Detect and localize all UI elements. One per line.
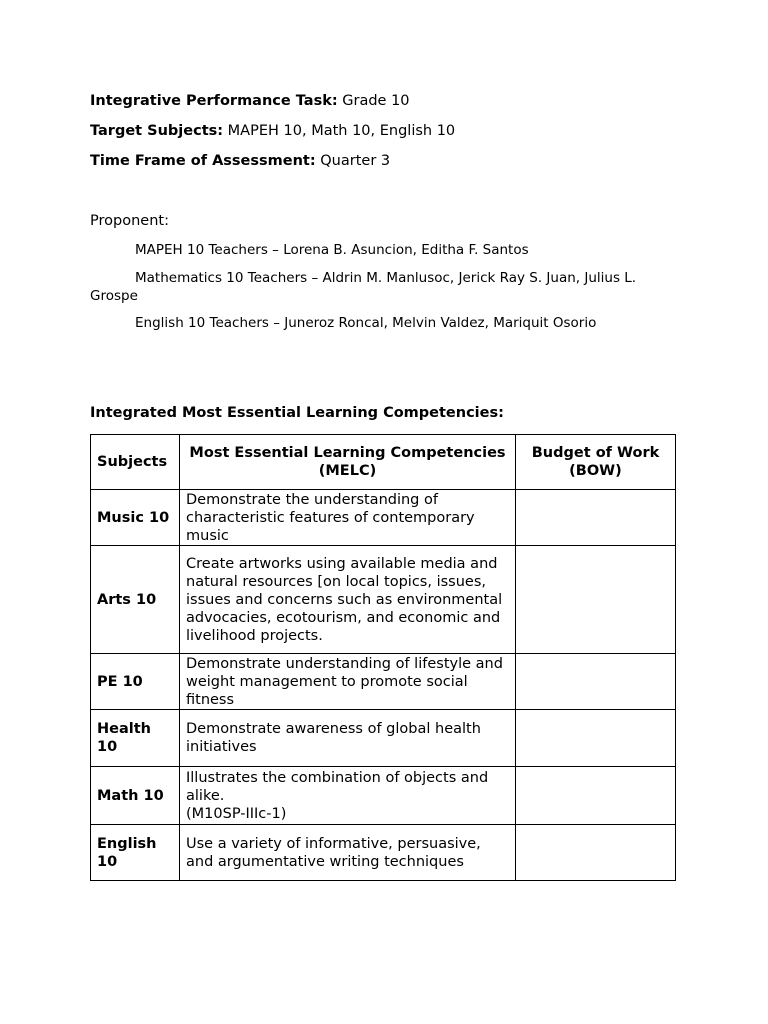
bow-cell bbox=[516, 825, 676, 881]
proponent-math-text: Mathematics 10 Teachers – Aldrin M. Manlusoc, Jerick Ray S. Juan, Julius L. Grospe bbox=[90, 270, 637, 304]
target-subjects-label: Target Subjects: bbox=[90, 123, 224, 139]
table-row bbox=[91, 654, 676, 710]
time-frame-line bbox=[90, 151, 390, 171]
bow-cell bbox=[516, 546, 676, 654]
table-row bbox=[91, 767, 676, 825]
melc-cell: Use a variety of informative, persuasive, and argumentative writing techniques bbox=[180, 825, 516, 881]
melc-code: (M10SP-IIIc-1) bbox=[186, 805, 287, 822]
target-subjects-line bbox=[90, 121, 455, 141]
melc-cell: Demonstrate the understanding of characteristic features of contemporary music bbox=[180, 490, 516, 546]
subject-cell: Music 10 bbox=[91, 490, 180, 546]
melc-cell bbox=[180, 767, 516, 825]
melc-cell: Demonstrate understanding of lifestyle and weight management to promote social fitness bbox=[180, 654, 516, 710]
melc-header: Most Essential Learning Competencies (MELC) bbox=[180, 435, 516, 490]
bow-cell bbox=[516, 654, 676, 710]
subject-cell: PE 10 bbox=[91, 654, 180, 710]
melc-text: Illustrates the combination of objects and alike. bbox=[186, 769, 489, 804]
bow-cell bbox=[516, 490, 676, 546]
subject-cell: Arts 10 bbox=[91, 546, 180, 654]
competencies-title-text: Integrated Most Essential Learning Competencies: bbox=[90, 405, 504, 421]
proponent-mapeh bbox=[90, 241, 680, 259]
proponent-english bbox=[90, 314, 680, 332]
subjects-header: Subjects bbox=[91, 435, 180, 490]
competencies-title bbox=[90, 403, 504, 423]
melc-cell: Demonstrate awareness of global health initiatives bbox=[180, 710, 516, 767]
proponent-english-text: English 10 Teachers – Juneroz Roncal, Melvin Valdez, Mariquit Osorio bbox=[135, 315, 597, 331]
proponent-mapeh-text: MAPEH 10 Teachers – Lorena B. Asuncion, Editha F. Santos bbox=[135, 242, 529, 258]
time-frame-label: Time Frame of Assessment: bbox=[90, 153, 316, 169]
bow-cell bbox=[516, 767, 676, 825]
table-row bbox=[91, 825, 676, 881]
time-frame-value: Quarter 3 bbox=[320, 153, 391, 169]
melc-cell: Create artworks using available media and natural resources [on local topics, issues, issues and concerns such as environmental advocacies, ecotourism, and economic and livelihood projects. bbox=[180, 546, 516, 654]
subject-cell: English 10 bbox=[91, 825, 180, 881]
melc-table bbox=[90, 434, 676, 881]
bow-header: Budget of Work (BOW) bbox=[516, 435, 676, 490]
task-line bbox=[90, 91, 410, 111]
subject-cell: Health 10 bbox=[91, 710, 180, 767]
proponent-label: Proponent: bbox=[90, 213, 169, 229]
proponent-math bbox=[90, 269, 680, 305]
target-subjects-value: MAPEH 10, Math 10, English 10 bbox=[227, 123, 456, 139]
bow-cell bbox=[516, 710, 676, 767]
task-value: Grade 10 bbox=[342, 93, 410, 109]
task-label: Integrative Performance Task: bbox=[90, 93, 338, 109]
table-row bbox=[91, 546, 676, 654]
table-row bbox=[91, 710, 676, 767]
subject-cell: Math 10 bbox=[91, 767, 180, 825]
table-row bbox=[91, 490, 676, 546]
table-header-row bbox=[91, 435, 676, 490]
